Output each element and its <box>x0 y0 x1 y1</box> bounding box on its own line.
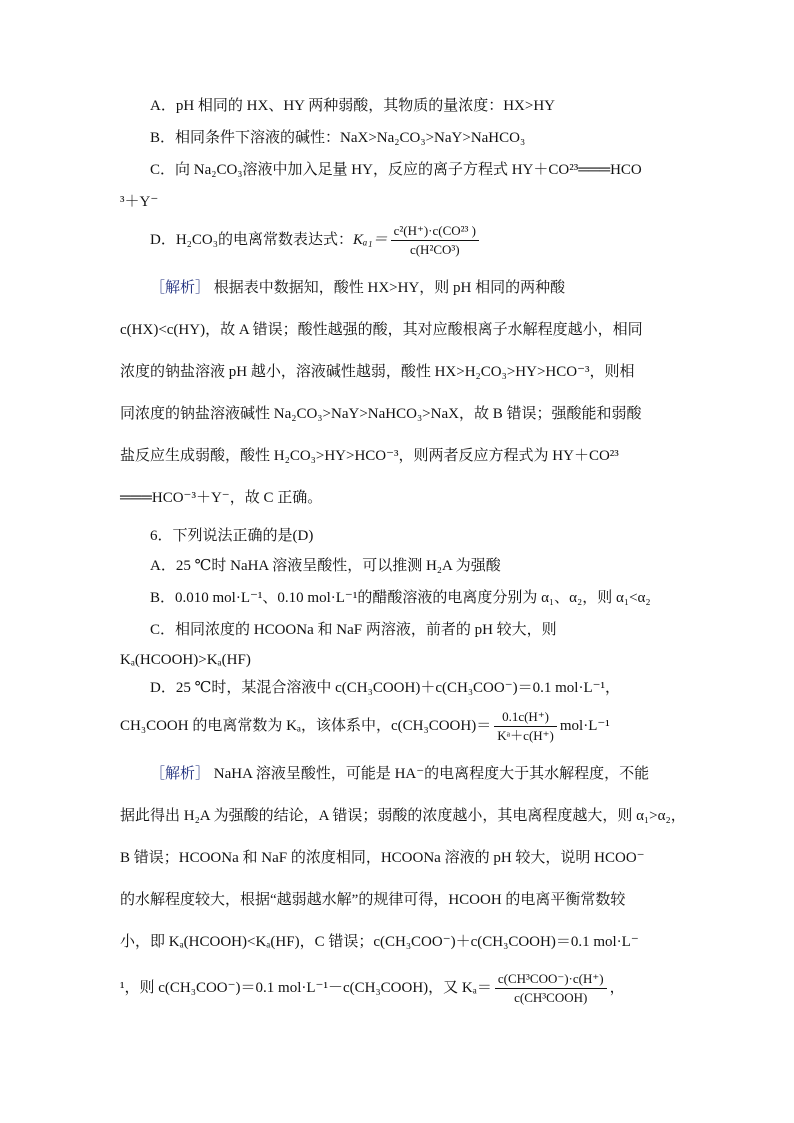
q6-analysis-line6 <box>120 968 625 1008</box>
q6-option-c-line1: C．相同浓度的 HCOONa 和 NaF 两溶液，前者的 pH 较大，则 <box>150 622 557 638</box>
analysis-tag: ［解析］ <box>150 766 211 782</box>
q6-option-b: B．0.010 mol·L⁻¹、0.10 mol·L⁻¹的醋酸溶液的电离度分别为 α₁、α₂，则 α₁<α₂ <box>150 590 651 606</box>
q5-option-d-fraction <box>391 223 479 258</box>
q6-analysis-line1 <box>150 764 649 784</box>
analysis-text: 根据表中数据知，酸性 HX>HY，则 pH 相同的两种酸 <box>213 280 566 296</box>
q5-analysis-line2: c(HX)<c(HY)，故 A 错误；酸性越强的酸，其对应酸根离子水解程度越小，相同 <box>120 322 643 338</box>
q6-option-d-text: CH₃COOH 的电离常数为 Kₐ，该体系中，c(CH₃COOH)＝ <box>120 718 492 734</box>
q6-analysis-line5: 小，即 Kₐ(HCOOH)<Kₐ(HF)，C 错误；c(CH₃COO⁻)＋c(CH₃COOH)＝0.1 mol·L⁻ <box>120 934 639 950</box>
fraction-numerator: 0.1c(H⁺) <box>494 709 557 727</box>
q6-analysis-line3: B 错误；HCOONa 和 NaF 的浓度相同，HCOONa 溶液的 pH 较大，说明 HCOO⁻ <box>120 850 645 866</box>
q5-option-c-line1: C．向 Na₂CO₃溶液中加入足量 HY，反应的离子方程式 HY＋CO²³═══HCO <box>150 162 642 178</box>
q5-option-b: B．相同条件下溶液的碱性：NaX>Na₂CO₃>NaY>NaHCO₃ <box>150 130 526 146</box>
q6-option-c-line2: Kₐ(HCOOH)>Kₐ(HF) <box>120 652 251 668</box>
q5-option-c-line2: ³＋Y⁻ <box>120 194 159 210</box>
q5-option-d-text: D．H₂CO₃的电离常数表达式： <box>150 232 353 248</box>
q6-stem: 6．下列说法正确的是(D) <box>150 528 314 544</box>
fraction-numerator: c(CH³COO⁻)·c(H⁺) <box>495 971 607 989</box>
fraction-numerator: c²(H⁺)·c(CO²³ ) <box>391 223 479 241</box>
q5-analysis-line6: ═══HCO⁻³＋Y⁻，故 C 正确。 <box>120 490 323 506</box>
q6-option-d-unit: mol·L⁻¹ <box>559 718 610 734</box>
fraction-denominator: Kᵃ＋c(H⁺) <box>497 728 554 744</box>
q6-analysis-line4: 的水解程度较大，根据“越弱越水解”的规律可得，HCOOH 的电离平衡常数较 <box>120 892 626 908</box>
fraction-denominator: c(H²CO³) <box>409 242 460 258</box>
q5-option-a: A．pH 相同的 HX、HY 两种弱酸，其物质的量浓度：HX>HY <box>150 98 555 114</box>
q6-option-d-fraction <box>494 709 557 744</box>
q6-analysis-fraction <box>495 971 607 1006</box>
q6-option-d-line2 <box>120 708 610 744</box>
q6-option-d-line1: D．25 ℃时，某混合溶液中 c(CH₃COOH)＋c(CH₃COO⁻)＝0.1 mol·L⁻¹， <box>150 680 621 696</box>
q6-analysis-line2: 据此得出 H₂A 为强酸的结论，A 错误；弱酸的浓度越小，其电离程度越大，则 α₁>α₂， <box>120 808 686 824</box>
fraction-denominator: c(CH³COOH) <box>514 990 588 1006</box>
analysis-tag: ［解析］ <box>150 280 211 296</box>
analysis-text: NaHA 溶液呈酸性，可能是 HA⁻的电离程度大于其水解程度，不能 <box>213 766 650 782</box>
q5-analysis-line1 <box>150 278 565 298</box>
q5-analysis-line5: 盐反应生成弱酸，酸性 H₂CO₃>HY>HCO⁻³，则两者反应方程式为 HY＋CO²³ <box>120 448 619 464</box>
q6-option-a: A．25 ℃时 NaHA 溶液呈酸性，可以推测 H₂A 为强酸 <box>150 558 501 574</box>
q5-analysis-line4: 同浓度的钠盐溶液碱性 Na₂CO₃>NaY>NaHCO₃>NaX，故 B 错误；强酸能和弱酸 <box>120 406 642 422</box>
q5-analysis-line3: 浓度的钠盐溶液 pH 越小，溶液碱性越弱，酸性 HX>H₂CO₃>HY>HCO⁻³，则相 <box>120 364 635 380</box>
q5-option-d-k: Kₐ₁＝ <box>352 232 388 248</box>
analysis-text: ¹，则 c(CH₃COO⁻)＝0.1 mol·L⁻¹－c(CH₃COOH)，又 Kₐ＝ <box>120 980 492 996</box>
analysis-text-suffix: ， <box>609 980 625 996</box>
q5-option-d <box>150 222 482 258</box>
